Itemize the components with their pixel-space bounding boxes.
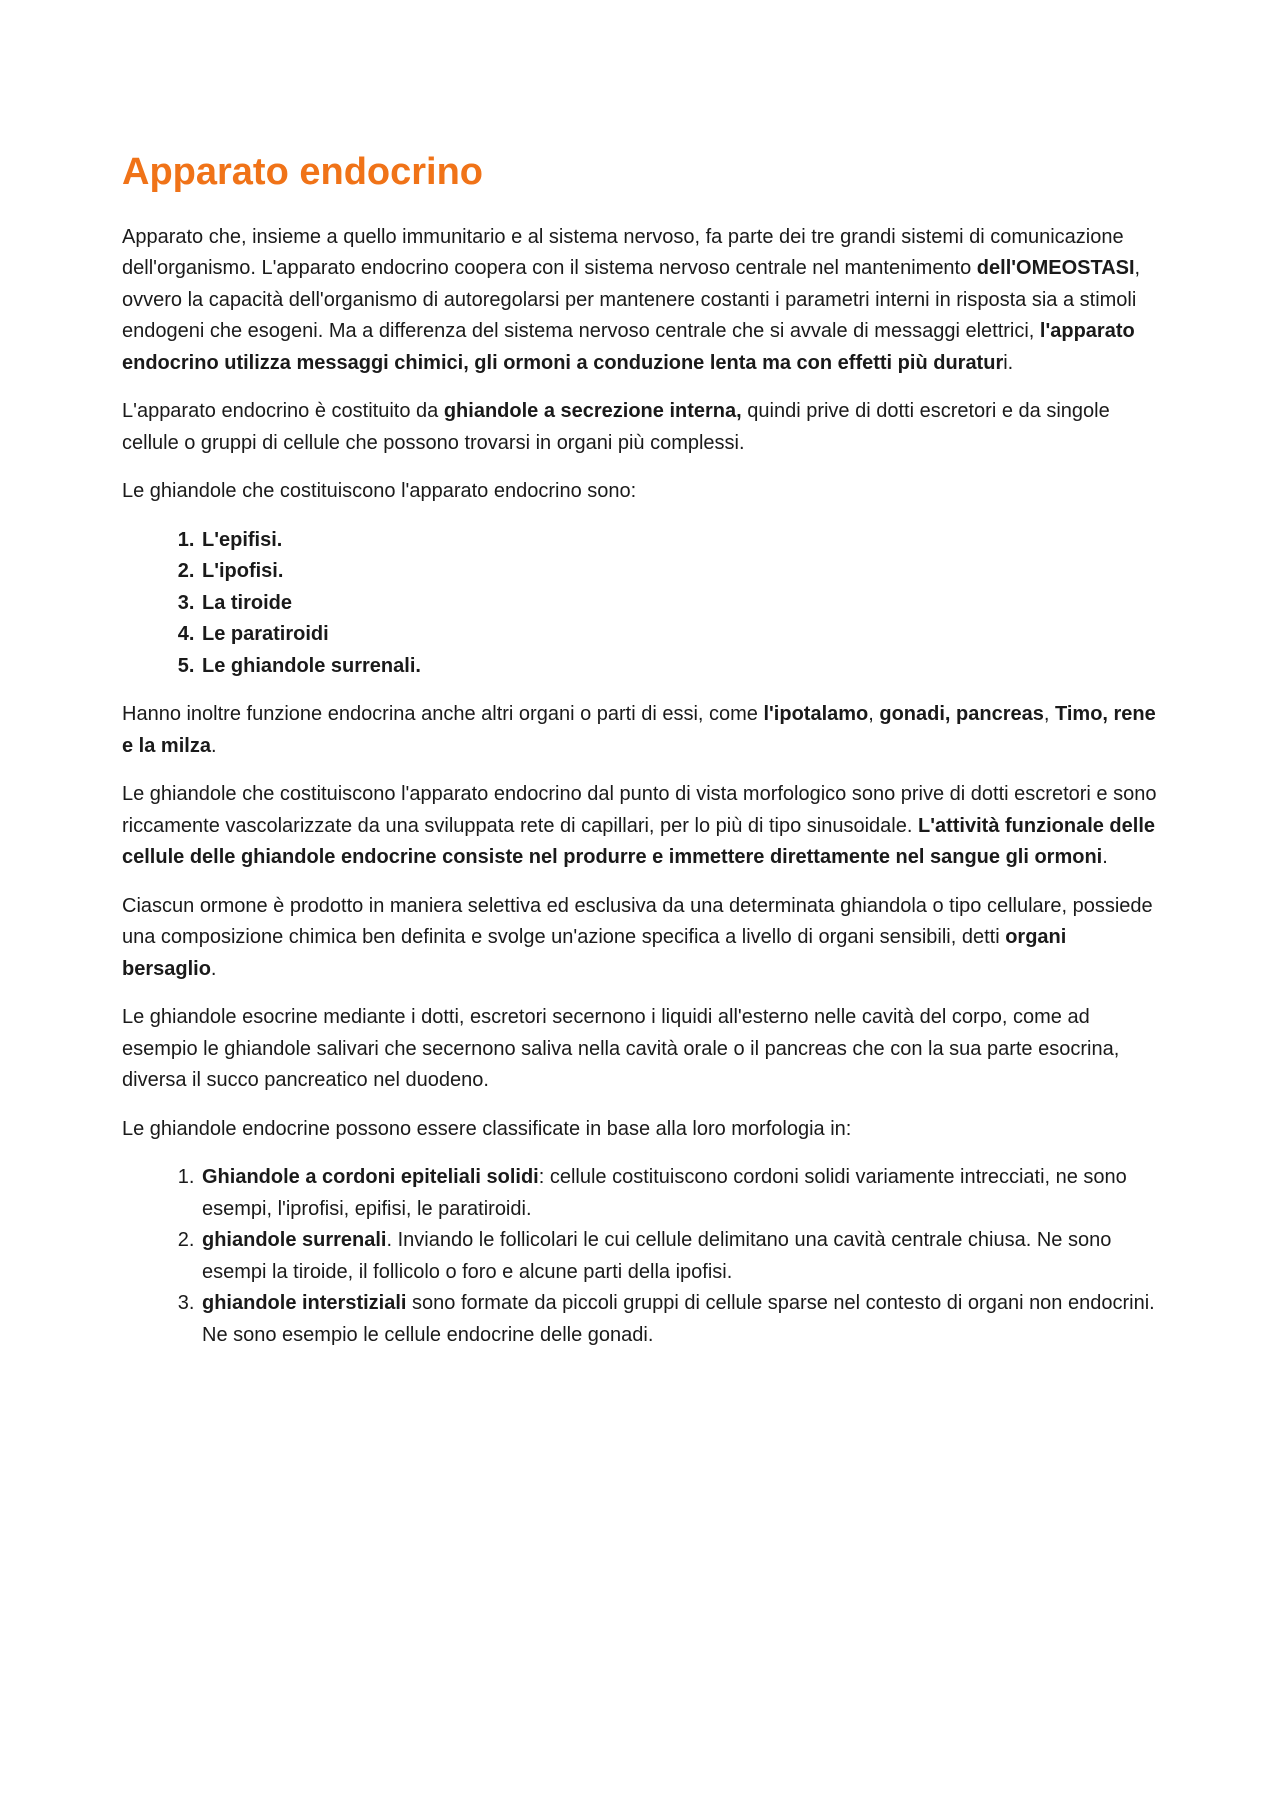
composition-paragraph: L'apparato endocrino è costituito da ghiandole a secrezione interna, quindi prive di dotti escretori e da singole cellule o gruppi di cellule che possono trovarsi in organi più complessi.: [122, 400, 1110, 454]
list-item: 2. L'ipofisi.: [200, 556, 1162, 588]
page-title: Apparato endocrino: [122, 151, 484, 193]
classification-intro-paragraph: Le ghiandole endocrine possono essere classificate in base alla loro morfologia in:: [122, 1117, 852, 1140]
morphology-paragraph: Le ghiandole che costituiscono l'apparato endocrino dal punto di vista morfologico sono prive di dotti escretori e sono riccamente vascolarizzate da una sviluppata rete di capillari, per lo più di tipo sinusoidale. L'attività funzionale delle cellule delle ghiandole endocrine consiste nel produrre e immettere direttamente nel sangue gli ormoni.: [122, 783, 1157, 869]
list-item: 1. L'epifisi.: [200, 525, 1162, 557]
glands-intro-paragraph: Le ghiandole che costituiscono l'apparato endocrino sono:: [122, 480, 637, 503]
hormone-paragraph: Ciascun ormone è prodotto in maniera selettiva ed esclusiva da una determinata ghiandola o tipo cellulare, possiede una composizione chimica ben definita e svolge un'azione specifica a livello di organi sensibili, detti organi bersaglio.: [122, 894, 1153, 980]
list-item: 1. Ghiandole a cordoni epiteliali solidi: cellule costituiscono cordoni solidi variamente intrecciati, ne sono esempi, l'iprofisi, epifisi, le paratiroidi.: [200, 1162, 1162, 1225]
list-item: 5. Le ghiandole surrenali.: [200, 651, 1162, 683]
exocrine-paragraph: Le ghiandole esocrine mediante i dotti, escretori secernono i liquidi all'esterno nelle cavità del corpo, come ad esempio le ghiandole salivari che secernono saliva nella cavità orale o il pancreas che con la sua parte esocrina, diversa il succo pancreatico nel duodeno.: [122, 1006, 1120, 1092]
intro-paragraph: Apparato che, insieme a quello immunitario e al sistema nervoso, fa parte dei tre grandi sistemi di comunicazione dell'organismo. L'apparato endocrino coopera con il sistema nervoso centrale nel mantenimento dell'OMEOSTASI, ovvero la capacità dell'organismo di autoregolarsi per mantenere costanti i parametri interni in risposta sia a stimoli endogeni che esogeni. Ma a differenza del sistema nervoso centrale che si avvale di messaggi elettrici, l'apparato endocrino utilizza messaggi chimici, gli ormoni a conduzione lenta ma con effetti più duraturi.: [122, 225, 1141, 374]
list-item: 3. La tiroide: [200, 588, 1162, 620]
classification-list: [122, 1162, 1162, 1351]
list-item: 3. ghiandole interstiziali sono formate da piccoli gruppi di cellule sparse nel contesto di organi non endocrini. Ne sono esempio le cellule endocrine delle gonadi.: [200, 1288, 1162, 1351]
glands-list: [122, 525, 1162, 683]
document-page: [122, 150, 1162, 1368]
list-item: 4. Le paratiroidi: [200, 619, 1162, 651]
other-organs-paragraph: Hanno inoltre funzione endocrina anche altri organi o parti di essi, come l'ipotalamo, gonadi, pancreas, Timo, rene e la milza.: [122, 703, 1156, 757]
list-item: 2. ghiandole surrenali. Inviando le follicolari le cui cellule delimitano una cavità centrale chiusa. Ne sono esempi la tiroide, il follicolo o foro e alcune parti della ipofisi.: [200, 1225, 1162, 1288]
